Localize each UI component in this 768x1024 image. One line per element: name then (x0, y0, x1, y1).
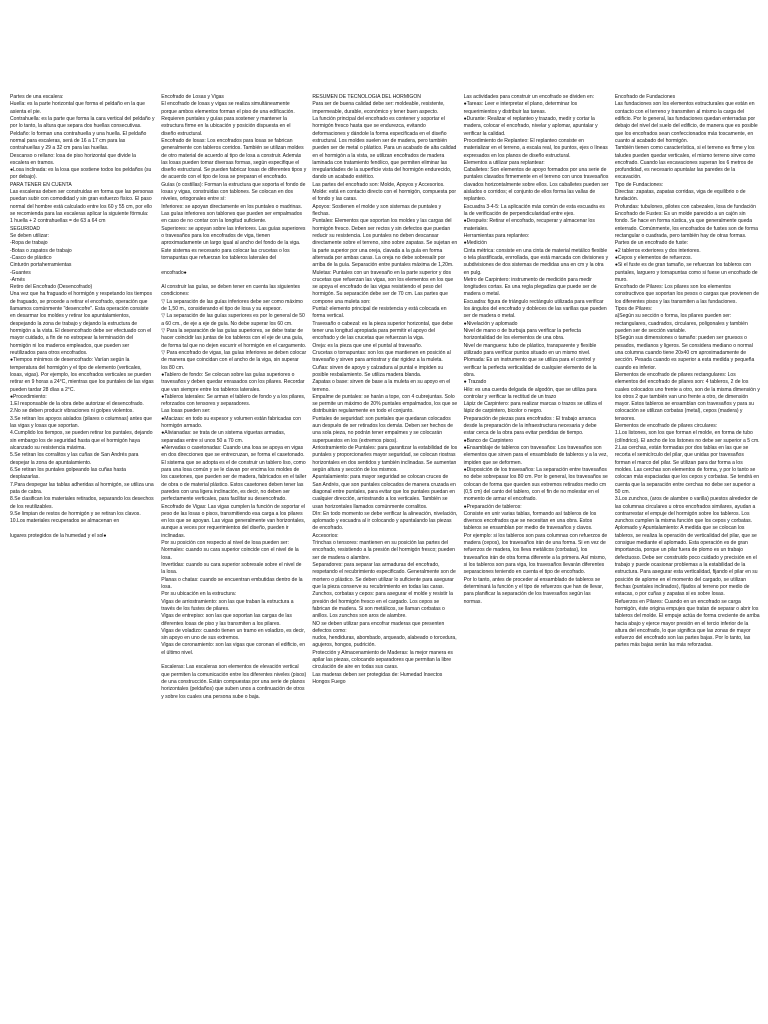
column-text: Encofrado de Losas y Vigas El encofrado de losas y vigas se realiza simultáneamente porque ambos elementos forman el piso de una edificación. Requieren puntales y guías para sostener y mantener la estructura firme en la ubicación y posición dispuesta en el diseño estructural. Encofrado de losas: Los encofrados para losas se fabrican generalmente con tableros corridos. También se utilizan moldes de otro material de acuerdo al tipo de losa a construir. Además las losas pueden tomar diversas formas, según especifique el diseño estructural. Se pueden fabricar losas de diferentes tipos y de acuerdo con el tipo de losa se preparan el encofrado. Guías (o costillas): Forman la estructura que soporta el fondo de losas y vigas, construidas con tablones. Se colocan en dos niveles, ortogonales entre sí: Inferiores: se apoyan directamente en los puntales o madrinas. Las guías inferiores son tablones que pueden ser empalmados en caso de no contar con la longitud suficiente. Superiores: se apoyan sobre las inferiores. Las guías superiores o travesaños para los encofrados de viga, tienen aproximadamente un largo igual al ancho del fondo de la viga. Este sistema es necesario para colocar las crucetas o los tornapuntas que refuerzan los tableros laterales del encofrado● Al construir las guías, se deben tener en cuenta las siguientes condiciones: ▽ La separación de las guías inferiores debe ser como máximo de 1,50 m., considerando el tipo de losa y su espesor. ▽ La separación de las guías superiores es por lo general de 50 a 60 cm., de eje a eje de guía. No debe superar los 60 cm. ▽ Para la separación de las guías superiores, se debe tratar de hacer coincidir las juntas de los tableros con el eje de una guía, de forma tal que no dejen escurrir el hormigón en el cargamento. ▽ Para encofrado de vigas, las guías inferiores se deben colocar de manera que coincidan con el ancho de la viga, sin superar los 80 cm. ●Tablero de fondo: Se colocan sobre las guías superiores o travesaños y deben quedar enrasados con los pilares. Recordar que van siempre entre los tableros laterales. ●Tableros laterales: Se arman el tablero de fondo y a los pilares, reforzados con tensores y separadores. Las losas pueden ser: ●Macizas: en todo su espesor y volumen están fabricadas con hormigón armado. ●Alivianadas: se trata de un sistema viguetas armadas, separadas entre sí unos 50 a 70 cm. ●Nervadas o casetonadas: Cuando una losa se apoya en vigas en dos direcciones que se entrecruzan, se forma el casetonado. El sistema que se adopta es el de construir un tablero liso, como para una losa común y se le clavan por encima los moldes de los casetones, que pueden ser de madera, fabricados en el taller de obra o de material plástico. Estos casetones deben tener las paredes con una ligera inclinación, es decir, no deben ser perfectamente verticales, para facilitar su desencofrado. Encofrado de Vigas: Las vigas cumplen la función de soportar el peso de las losas o pisos, transmitiendo esa carga a los pilares en los que se apoyan. Las vigas generalmente van horizontales, aunque a veces por requerimientos del diseño, pueden ir inclinadas. Por su posición con respecto al nivel de losa pueden ser: Normales: cuando su cara superior coincide con el nivel de la losa. Invertidas: cuando su cara superior sobresale sobre el nivel de la losa. Planas o chatas: cuando se encuentran embutidas dentro de la losa. Por su ubicación en la estructura: Vigas de arriostramiento: son las que traban la estructura a través de los fustes de pilares. Vigas de entrepiso: son las que soportan las cargas de las diferentes losas de piso y las transmiten a los pilares. Vigas de voladizo: cuando tienen un tramo en voladizo, es decir, sin apoyo en uno de sus extremos. Vigas de coronamiento: son las vigas que coronan el edificio, en el último nivel. Escaleras: Las escaleras son elementos de elevación vertical que permiten la comunicación entre los diferentes niveles (pisos) de una construcción. Están compuestas por una serie de planos horizontales (peldaños) que suben unos a continuación de otros y sobre los cuales una persona sube o baja. (161, 94, 307, 700)
column-text: RESUMEN DE TECNOLOGIA DEL HORMIGON Para ser de buena calidad debe ser: moldeable, resistente, impermeable, durable, económico y tener buen aspecto. La función principal del encofrado es contener y soportar el hormigón fresco hasta que se endurezca, evitando deformaciones y dándole la forma especificada en el diseño estructural. Los moldes suelen ser de madera, pero también pueden ser de metal o plástico. Para un acabado de alta calidad en el hormigón a la vista, se utilizan encofrados de madera laminada con tratamiento fenólico, que permiten eliminar las irregularidades de la superficie vista del hormigón endurecido, dando un acabado estético. Las partes del encofrado son: Molde, Apoyos y Accesorios. Molde: está en contacto directo con el hormigón, compuesta por el fondo y las caras. Apoyos: Sostienen el molde y son sistemas de puntales y flechas. Puntales: Elementos que soportan los moldes y las cargas del hormigón fresco. Deben ser rectos y sin defectos que puedan reducir su resistencia. Los puntales no deben descansar directamente sobre el terreno, sino sobre zapatas. Se sujetan en la parte superior por una oreja, clavada a la guía en forma alternada por ambas caras. La oreja no debe sobresalir por arriba de la guía. Separación entre puntales máxima de 1,20m. Muletas: Puntales con un travesaño en la parte superior y dos crucetas que refuerzan las vigas, son los elementos en los que se apoya el encofrado de las vigas resistiendo el peso del hormigón. Su separación debe ser de 70 cm. Las partes que compone una muleta son: Puntal: elemento principal de resistencia y está colocada en forma vertical. Travesaño o cabezal: es la pieza superior horizontal, que debe tener una longitud apropiada para permitir el apoyo del encofrado y de las crucetas que refuerzan la viga. Oreja: es la pieza que une el puntal al travesaño. Crucetas o tornapuntas: son los que mantienen en posición al travesaño y sirven para arriostrar y dar rigidez a la muleta. Cuñas: sirven de apoyo y calzadura al puntal e impiden su posible resbalamiento. Se utiliza madera blanda. Zapatas o base: sirven de base a la muleta en su apoyo en el terreno. Empalme de puntales: se harán a tope, con 4 cubrejuntas. Solo se permite un máximo de 20% puntales empalmados, los que se distribuirán regularmente en todo el conjunto. Puntales de seguridad: son puntales que quedaran colocados aun después de ser retirados los demás. Deben ser hechos de una sola pieza, no podrán tener empalmes y se colocarán superpuestos en los (extremos pisos). Arriostramiento de Puntales: para garantizar la estabilidad de los puntales y proporcionarles mayor seguridad, se colocan riostras horizontales en dos sentidos y también inclinadas. Se aumentan según altura y sección de los mismos. Apuntalamiento: para mayor seguridad se colocan cruces de San Andrés, que son puntales colocados de manera cruzada en diagonal entre puntales, para evitar que los puntales puedan en cualquier dirección, arriostrando a los verticales. También se usan horizontales llamados comúnmente corralitos. DIn: En todo momento se debe verificar la alineación, nivelación, aplomado y escuadra al ir colocando y apuntalando las piezas de encofrado. Accesorios: Trinchas o tensores: mantienen en su posición las partes del encofrado, resistiendo a la presión del hormigón fresco; pueden ser de madera o alambre. Separadores: para separar las armaduras del encofrado, respetando el recubrimiento especificado. Generalmente son de mortero o plástico. Se deben utilizar lo suficiente para asegurar que la pieza conserve su recubrimiento en todas las caras. Zunchos, corbatas y cepos: para asegurar el molde y resistir la presión del hormigón fresco en el cargado. Los cepos se fabrican de madera. Si son metálicos, se llaman corbatas o anillos. Los zunchos son aros de alambre. NO se deben utilizar para encofrar maderas que presenten defectos como: nudos, hendiduras, abombado, arqueado, alabeado o torcedura, agujeros, hongos, pudrición. Protección y Almacenamiento de Maderas: la mejor manera es apilar las piezas, colocando separadores que permitan la libre circulación de aire en todas sus caras. Las maderas deben ser protegidas de: Humedad Insectos Hongos Fuego (312, 94, 458, 685)
text-column-escaleras (10, 94, 155, 1024)
column-text: Encofrado de Fundaciones Las fundaciones son los elementos estructurales que están en contacto con el terreno y transmiten al mismo la carga del edificio. Por lo general, las fundaciones quedan enterradas por debajo del nivel del suelo del edificio, de manera que es posible que los encofrados sean confeccionados más toscamente, en cuanto al acabado del hormigón. También tienen como característica, si el terreno es firme y los taludes pueden quedar verticales, el mismo terreno sirve como encofrado. Cuando las excavaciones superan los 6 metros de profundidad, es necesario apuntalar las paredes de la excavación. Tipo de Fundaciones: Directas: zapatas, zapatas corridas, viga de equilibrio o de fundación. Profundas: tubulones, pilotes con cabezales, losa de fundación Encofrado de Fustes: Es un molde parecido a un cajón sin fondo. Se hace en forma rústica, ya que generalmente queda enterrado. Comúnmente, los encofrados de fustes son de forma rectangular o cuadrada, pero también hay de otras formas. Partes de un encofrado de fuste: ●2 tableros exteriores y dos interiores. ●Cepos y elementos de refuerzos. ●Si el fuste es de gran tamaño, se refuerzan los tableros con puntales, larguero y tornapuntas como si fuese un encofrado de muro. Encofrado de Pilares: Los pilares son los elementos constructivos que soportan los pesos o cargas que provienen de los diferentes pisos y las transmiten a las fundaciones. Tipos de Pilares: a)Según su sección o forma, los pilares pueden ser: rectangulares, cuadrados, circulares, poligonales y también pueden ser de sección variable. b)Según sus dimensiones o tamaño: pueden ser gruesos o pesados, medianos y ligeros. Se considera mediano o normal una columna cuando tiene 20x40 cm aproximadamente de sección. Pesada cuando es superior a esta medida y pequeña cuando es inferior. Elementos de encofrado de pilares rectangulares: Los elementos del encofrado de pilares son: 4 tableros, 2 de los cuales colocados uno frente a otro, son de la misma dimensión y los otros 2 que también van uno frente a otro, de dimensión mayor. Estos tableros se ensamblan con travesaños y para su colocación se utilizan corbatas (metal), cepos (madera) y tensores. Elementos de encofrado de pilares circulares: 1.Los listones, son los que forman el molde, en forma de tubo (cilíndrico). El ancho de los listones no debe ser superior a 5 cm. 2.Las cerchas, están formadas por dos tablas en las que se recorta el semicírculo del pilar, que unidas por travesaños forman el marco del pilar. Se utilizan para dar forma a los moldes. Las cerchas son elementos de forma, y por lo tanto se colocan más espaciadas que los cepos y corbatas. Se tendrá en cuenta que la separación entre cerchas no debe ser superior a 50 cm. 3.Los zunchos, (aros de alambre o varilla) puestos alrededor de las columnas circulares u otros encofrados similares, ayudan a contrarrestar el empuje del hormigón sobre los tableros. Los zunchos cumplen la misma función que los cepos y corbatas. Aplomado y Apuntalamiento: A medida que se colocan los tableros, se realiza la operación de verticalidad del pilar, que se consigue mediante el aplomado. Esta operación es de gran importancia, porque un pilar fuera de plomo es un trabajo defectuoso. Debe ser construido poco cuidado y precisión en el trabajo y puede ocasionar problemas a la estabilidad de la estructura. Para asegurar esta verticalidad, fijando el pilar en su posición de aplome en el momento del cargado, se utilizan flechas (puntales inclinados), fijados al terreno por medio de estacas, o por cuñas y zapatas si es sobre losas. Refuerzos en Pilares: Cuando en un encofrado se carga hormigón, éste origina empujes que tratan de separar o abrir los tableros del molde. El empuje actúa de forma creciente de arriba hacia abajo y ejerce mayor presión en el tercio inferior de la altura del encofrado, lo que significa que las zonas de mayor esfuerzo del encofrado son las partes bajas. Por lo tanto, las partes más bajas serán las más reforzadas. (614, 94, 760, 649)
column-text: Partes de una escalera: Huella: es la parte horizontal que forma el peldaño en la que asienta el pie. Contrahuella: es la parte que forma la cara vertical del peldaño y por lo tanto, la altura que separa dos huellas consecutivas. Peldaño: lo forman una contrahuella y una huella. El peldaño normal para escaleras, será de 16 a 17 cm para las contrahuellas y 29 a 32 cm para las huellas. Descanso o rellano: losa de piso horizontal que divide la escalera en tramos. ●Losa inclinada: es la losa que sostiene todos los peldaños (su por debajo). PARA TENER EN CUENTA Las escaleras deben ser construidas en forma que las personas puedan subir con comodidad y sin gran esfuerzo físico. El paso normal del hombre está calculado entre los 60 y 55 cm, por ello se recomienda para las escaleras aplicar la siguiente fórmula: 1 huella + 2 contrahuellas = de 63 a 64 cm SEGURIDAD Se deben utilizar: -Ropa de trabajo -Botas o zapatos de trabajo -Casco de plástico Cinturón portaherramientas -Guantes -Arnés Retiro del Encofrado (Desencofrado) Una vez que ha fraguado el hormigón y respetando los tiempos de fraguado, se procede a retirar el encofrado, operación que llamamos comúnmente "desencofre". Esta operación consiste en desarmar los moldes y retirar los apuntalamientos, despejando la zona de trabajo y dejando la estructura de hormigón a la vista. El desencofrado debe ser efectuado con el mayor cuidado, a fin de no estropear la terminación del hormigón ni los maderos empleados, que pueden ser reutilizados para otros encofrados. ●Tiempos mínimos de desencofrado: Varían según la temperatura del hormigón y el tipo de elemento (verticales, losas, vigas). Por ejemplo, los encofrados verticales se pueden retirar en 9 horas a 24°C, mientras que los puntales de las vigas pueden tardar 28 días a 2°C. ●Procedimiento: 1.El responsable de la obra debe autorizar el desencofrado. 2.No se deben producir vibraciones ni golpes violentos. 3.Se retiran los apoyos aislados (pilares o columnas) antes que las vigas y losas que soportan. 4.Cumplido los tiempos, se pueden retirar los puntales, dejando sin embargo los de seguridad hasta que el hormigón haya alcanzado su resistencia máxima. 5.Se retiran los corralitos y las cuñas de San Andrés para despejar la zona de apuntalamiento. 6.Se retiran los puntales golpeando las cuñas hasta desplazarlas. 7.Para despegar las tablas adheridas al hormigón, se utiliza una pata de cabra. 8.Se clasifican los materiales retirados, separando los desechos de los reutilizables. 9.Se limpian de restos de hormigón y se retiran los clavos. 10.Los materiales recuperados se almacenan en lugares protegidos de la humedad y el sol● (10, 94, 155, 539)
text-column-actividades (464, 94, 609, 1024)
text-column-resumen (312, 94, 457, 1024)
text-column-fundaciones (615, 94, 760, 1024)
text-column-losas-vigas (161, 94, 306, 1024)
column-text: Las actividades para construir un encofrado se dividen en: ●Tareas: Leer e interpretar el plano, determinar los requerimientos y distribuir las tareas. ●Durante: Realizar el replanteo y trazado, medir y cortar la madera, colocar el encofrado, nivelar y aplomar, apuntalar y verificar la calidad. Procedimiento de Replanteo: El replanteo consiste en materializar en el terreno, a escala real, los puntos, ejes o líneas expresados en los planos de diseño estructural. Elementos a utilizar para replantear: Caballetes: Son elementos de apoyo formados por una serie de puntales clavados firmemente en el terreno con unos travesaños clavados horizontalmente sobre ellos. Los caballetes pueden ser aislados o corridos; el conjunto de ellos forma las vallas de replanteo. Escuadra 3-4-5: La aplicación más común de esta escuadra es la de verificación de perpendicularidad entre ejes. ●Después: Retirar el encofrado, recuperar y almacenar los materiales. Herramientas para replanteo: ●Medición Cinta métrica: consiste en una cinta de material metálico flexible o tela plastificada, enrrollada, que está marcada con divisiones y subdivisiones de dos sistemas de medidas una en cm y la otra en pulg. Metro de Carpintero: instrumento de medición para medir longitudes cortas. Es una regla plegadiza que puede ser de madera o metal. Escuadra: figura de triángulo rectángulo utilizada para verificar los ángulos del encofrado y dobleces de las varillas que pueden ser de madera o metal. ●Nivelación y aplomado Nivel de mano o de burbuja para verificar la perfecta horizontalidad de los elementos de una obra. Nivel de manguera: tubo de plástico, transparente y flexible utilizado para verificar puntos situado en un mismo nivel. Plomada: Es un instrumento que se utiliza para el control y verificar la perfecta verticalidad de cualquier elemento de la obra. ● Trazado Hilo: es una cuerda delgada de algodón, que se utiliza para controlar y verificar la rectitud de un trazo Lápiz de Carpintero: para realizar marcas o trazos se utiliza el lápiz de carpintero, bicolor o negro. Preparación de piezas para encofrados : El trabajo arranca desde la preparación de la infraestructura necesaria y debe estar cerca de la obra para evitar perdidas de tiempo. ●Banco de Carpintero ●Ensamblaje de tableros con travesaños: Los travesaños son elementos que sirven para el ensamblado de tableros y a la vez, impiden que se deformen. ●Disposición de los travesaños: La separación entre travesaños no debe sobrepasar los 80 cm. Por lo general, los travesaños se colocan de forma que queden sus extremos retirados medio cm (0,5 cm) del canto del tablero, con el fin de no molestar en el momento de armar el encofrado. ●Preparación de tableros: Consiste en unir varias tablas, formando así tableros de los diversos encofrados que se necesitan en una obra. Estos tableros se ensamblan por medio de travesaños y clavos. Por ejemplo: si los tableros son para columnas con refuerzos de madera (cepos), los travesaños irán de una forma. Si en vez de refuerzos de madera, los lleva metálicos (corbatas), los travesaños irán de otra forma diferente a la primera. Así mismo, si los tableros son para viga, los travesaños llevarán diferentes separaciones teniendo en cuenta el tipo de encofrado. Por lo tanto, antes de proceder al ensamblado de tableros se determinará la función y el tipo de refuerzos que han de llevar, para planificar la separación de los travesaños según las normas. (463, 94, 609, 605)
